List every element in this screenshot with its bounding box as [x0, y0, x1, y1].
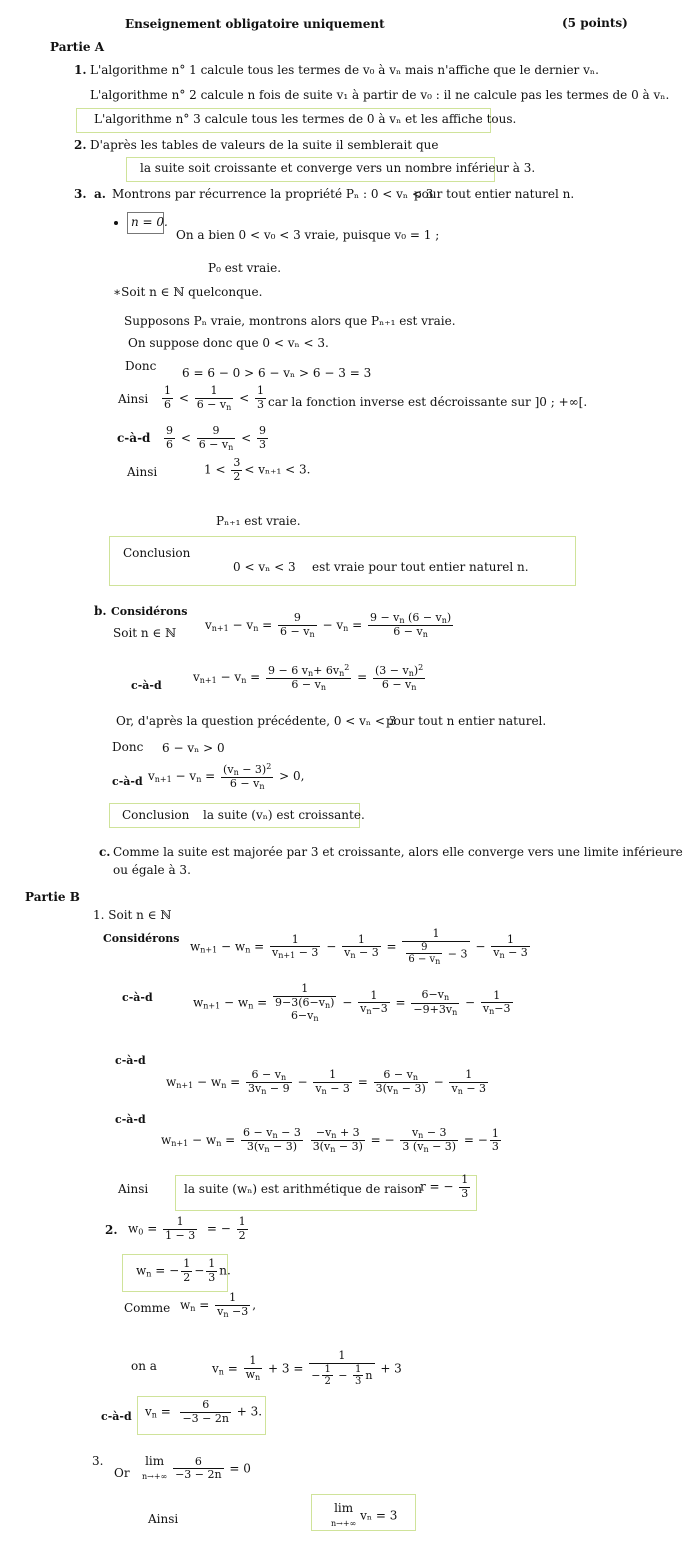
init-text: On a bien 0 < v₀ < 3 vraie, puisque v₀ = 1 ; — [176, 228, 440, 242]
q3a-intro: Montrons par récurrence la propriété Pₙ : 0 < vₙ < 3 — [112, 187, 434, 201]
partb-cad-3: c-à-d — [115, 1113, 146, 1126]
conclusion-text: est vraie pour tout entier naturel n. — [312, 560, 529, 574]
partb-q1: 1. Soit n ∈ ℕ — [93, 908, 172, 922]
nine-inequality: $\frac{9}{6}$ < $\frac{9}{6 - v_n}$ < $\frac{9}{3}$ — [166, 424, 266, 452]
partb-ona: on a — [131, 1359, 157, 1373]
exercise-points: (5 points) — [562, 16, 628, 30]
partb-or: Or — [114, 1466, 130, 1480]
ainsi2-label: Ainsi — [127, 465, 158, 479]
arith-ratio: r = − $\frac{1}{3}$ — [420, 1173, 469, 1200]
q1-line-3: L'algorithme n° 3 calcule tous les termes de 0 à vₙ et les affiche tous. — [94, 112, 517, 126]
partb-considerons: Considérons — [103, 932, 180, 945]
q3a-label: a. — [94, 187, 106, 201]
w-formula-4: $w_{n+1} - w_n$ = $\frac{6 - v_n - 3}{3(v_n - 3)}$ $\frac{-v_n + 3}{3(v_n - 3)}$ = − $\frac{v_n - 3}{3 (v_n - 3)}$ = − $\frac{1}{3}$ — [161, 1126, 499, 1155]
q3b-soit: Soit n ∈ ℕ — [113, 626, 177, 640]
lim-sub: n→+∞ — [331, 1518, 357, 1528]
cad-label: c-à-d — [117, 431, 151, 445]
donc-label: Donc — [125, 359, 157, 373]
partb-ainsi: Ainsi — [118, 1182, 149, 1196]
limit-result — [331, 1502, 397, 1530]
pn1-true: Pₙ₊₁ est vraie. — [216, 514, 301, 528]
exercise-header-title: Enseignement obligatoire uniquement — [125, 17, 385, 31]
donc-inequality: 6 = 6 − 0 > 6 − vₙ > 6 − 3 = 3 — [182, 366, 372, 380]
diff-formula-1: $v_{n+1} - v_n$ = $\frac{9}{6 - v_n}$ − $v_n$ = $\frac{9 - v_n (6 - v_n)}{6 - v_n}$ — [205, 611, 452, 640]
partie-b-title: Partie B — [25, 890, 80, 904]
or-text-end: pour tout n entier naturel. — [386, 714, 547, 728]
final-inequality-end: < vₙ₊₁ < 3. — [244, 462, 311, 477]
vn-from-wn: $v_n$ = $\frac{1}{w_n}$ + 3 = 1 − $\frac{1}{2}$ − $\frac{1}{3}$ n + 3 — [212, 1349, 402, 1388]
diff-formula-3: $v_{n+1} - v_n$ = $\frac{(v_n - 3)^2}{6 - v_n}$ > 0, — [148, 762, 305, 792]
suppose-line-2: On suppose donc que 0 < vₙ < 3. — [128, 336, 329, 350]
lim-value: vₙ = 3 — [360, 1508, 398, 1523]
q3b-cad: c-à-d — [131, 679, 162, 692]
suppose-line-1: Supposons Pₙ vraie, montrons alors que Pₙ₊₁ est vraie. — [124, 314, 456, 328]
arith-text: la suite (wₙ) est arithmétique de raison — [184, 1182, 422, 1196]
w0-formula: $w_0$ = $\frac{1}{1 - 3}$ = − $\frac{1}{2}$ — [128, 1215, 246, 1242]
conclusion2-text: la suite (vₙ) est croissante. — [203, 808, 365, 822]
final-inequality: 1 < $\frac{3}{2}$ < vₙ₊₁ < 3. — [204, 456, 311, 483]
q3b-label: b. — [94, 604, 107, 618]
inverse-inequality: $\frac{1}{6}$ < $\frac{1}{6 - v_n}$ < $\frac{1}{3}$ — [164, 384, 264, 412]
q3c-line-1: Comme la suite est majorée par 3 et croissante, alors elle converge vers une limite inférieure — [113, 845, 683, 859]
inverse-justification: car la fonction inverse est décroissante sur ]0 ; +∞[. — [268, 395, 588, 409]
or-text — [116, 715, 396, 729]
q3-number: 3. — [74, 187, 87, 201]
w-formula-1: $w_{n+1} - w_n$ = $\frac{1}{v_{n+1} - 3}$ − $\frac{1}{v_n - 3}$ = 1 $\frac{9}{6 - v_n}$ − 3 − $\frac{1}{v_n - 3}$ — [190, 927, 528, 967]
partb-comme: Comme — [124, 1301, 171, 1315]
p0-true: P₀ est vraie. — [208, 261, 282, 275]
w-formula-3: $w_{n+1} - w_n$ = $\frac{6 - v_n}{3v_n - 9}$ − $\frac{1}{v_n - 3}$ = $\frac{6 - v_n}{3(v_n - 3)}$ − $\frac{1}{v_n - 3}$ — [166, 1068, 487, 1097]
wn-formula: $w_n$ = − $\frac{1}{2}$ − $\frac{1}{3}$ n. — [136, 1257, 231, 1284]
bullet-icon — [114, 216, 126, 230]
wn-def: $w_n$ = $\frac{1}{v_n -3}$ , — [180, 1291, 257, 1319]
partb-ainsi-last: Ainsi — [148, 1512, 179, 1526]
conclusion-label: Conclusion — [123, 546, 191, 560]
q1-number: 1. — [74, 63, 87, 77]
partb-q2: 2. — [105, 1223, 118, 1237]
w-formula-2: $w_{n+1} - w_n$ = 1 $9-3(6-v_n)$ $6-v_n$ − $\frac{1}{v_n-3}$ = $\frac{6-v_n}{-9+3v_n}$ − $\frac{1}{v_n-3}$ — [193, 982, 511, 1023]
ainsi-label: Ainsi — [118, 392, 149, 406]
conclusion2-label: Conclusion — [122, 808, 190, 822]
cad2-label: c-à-d — [112, 775, 143, 788]
diff-formula-2: $v_{n+1} - v_n$ = $\frac{9 - 6 v_n+ 6v_n^2}{6 - v_n}$ = $\frac{(3 - v_n)^2}{6 - v_n}$ — [193, 663, 424, 693]
q1-line-1: L'algorithme n° 1 calcule tous les termes de v₀ à vₙ mais n'affiche que le dernier vₙ. — [90, 63, 599, 77]
q2-line-1: D'après les tables de valeurs de la suite il semblerait que — [90, 138, 439, 152]
partie-a-title: Partie A — [50, 40, 105, 54]
limit-formula: lim n→+∞ $\frac{6}{-3 - 2n}$ = 0 — [142, 1454, 251, 1482]
q3c-label: c. — [99, 845, 111, 859]
q2-number: 2. — [74, 138, 87, 152]
vn-formula: $v_n$ = $\frac{6}{-3 - 2n}$ + 3. — [145, 1398, 263, 1425]
partb-q3: 3. — [92, 1454, 104, 1468]
conclusion-ineq: 0 < vₙ < 3 — [233, 560, 296, 574]
or-ineq: 0 < vₙ < 3 — [333, 714, 397, 728]
or-text-start: Or, d'après la question précédente, — [116, 714, 334, 728]
donc2-eq: 6 − vₙ > 0 — [162, 741, 225, 755]
q3a-intro-end: pour tout entier naturel n. — [414, 187, 575, 201]
heredity-soit: ∗Soit n ∈ ℕ quelconque. — [113, 285, 263, 299]
q3c-line-2: ou égale à 3. — [113, 863, 191, 877]
donc2-label: Donc — [112, 740, 144, 754]
lim-word: lim — [334, 1501, 354, 1515]
init-case-label: n = 0. — [131, 215, 168, 229]
q2-line-2: la suite soit croissante et converge vers un nombre inférieur à 3. — [140, 161, 536, 175]
partb-cad-1: c-à-d — [122, 991, 153, 1004]
partb-cad-2: c-à-d — [115, 1054, 146, 1067]
q3b-considerons: Considérons — [111, 605, 188, 618]
q1-line-2: L'algorithme n° 2 calcule n fois de suite v₁ à partir de v₀ : il ne calcule pas les termes de 0 à vₙ. — [90, 88, 670, 102]
partb-cad-last: c-à-d — [101, 1410, 132, 1423]
